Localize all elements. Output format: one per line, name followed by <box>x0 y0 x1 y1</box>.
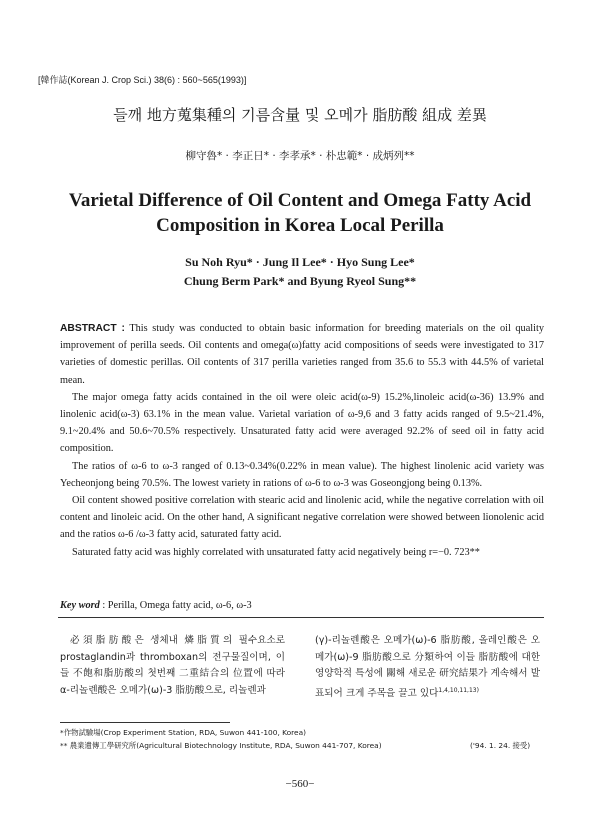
keywords <box>60 600 252 611</box>
body-column-left <box>60 633 285 699</box>
body-column-right <box>315 633 540 702</box>
body-left-text: 必須脂肪酸은 생체내 燐脂質의 필수요소로 prostaglandin과 thromboxan의 전구물질이며, 이들 不飽和脂肪酸의 첫번째 二重結合의 位置에 따라 α-리놀렌酸은 오메가(ω)-3 脂肪酸으로, 리놀렌과 <box>60 635 285 696</box>
footnote-2: ** 農業遺傳工學研究所(Agricultural Biotechnology Institute, RDA, Suwon 441-707, Korea) <box>60 741 382 750</box>
abstract-paragraph-4: Oil content showed positive correlation with stearic acid and linolenic acid, while the negative correlation with oil content and linoleic acid. On the other hand, A significant negative correlation were showed between lionolenic acid and the ratios ω-6 /ω-3 fatty acid, saturated fatty acid. <box>60 495 544 541</box>
abstract-paragraph-5: Saturated fatty acid was highly correlated with unsaturated fatty acid negatively being r=−0. 723** <box>72 546 480 558</box>
abstract-p1-text: This study was conducted to obtain basic information for breeding materials on the oil quality improvement of perilla seeds. Oil contents and omega(ω)fatty acid compositions of seeds were investigated to 317 varieties of domestic perillas. Oil contents of 317 perilla varieties ranged from 35.6 to 55.3 with 44.5% of varietal mean. <box>60 323 544 386</box>
keyword-text: : Perilla, Omega fatty acid, ω-6, ω-3 <box>99 600 252 611</box>
journal-reference: [韓作誌(Korean J. Crop Sci.) 38(6) : 560~565(1993)] <box>38 75 247 85</box>
abstract <box>60 320 544 561</box>
english-title-line1: Varietal Difference of Oil Content and Omega Fatty Acid <box>68 190 532 211</box>
body-right-paragraph <box>315 633 540 702</box>
abstract-paragraph-2: The major omega fatty acids contained in the oil were oleic acid(ω-9) 15.2%,linoleic acid(ω-36) 13.9% and linolenic acid(ω-3) 63.1% in the mean value. Varietal variation of ω-9,6 and 3 fatty acids ranged of 9.5~21.4%, 9.1~20.4% and 50.6~70.5% respectively. Unsaturated fatty acid were averaged 92.2% of seed oil in fatty acid composition. <box>60 391 544 455</box>
english-authors-line1: Su Noh Ryu* · Jung Il Lee* · Hyo Sung Lee* <box>185 255 415 269</box>
keyword-label: Key word <box>60 600 100 611</box>
english-authors <box>0 253 600 291</box>
body-right-text: (γ)-리놀렌酸은 오메가(ω)-6 脂肪酸, 올레인酸은 오메가(ω)-9 脂肪酸으로 分類하여 이들 脂肪酸에 대한 영양학적 특성에 關해 새로운 研究結果가 계속해서 발표되어 크게 주목을 끌고 있다 <box>315 635 540 699</box>
section-divider <box>58 617 544 618</box>
footnote-divider <box>60 722 230 723</box>
abstract-paragraph-3: The ratios of ω-6 to ω-3 ranged of 0.13~0.34%(0.22% in mean value). The highest linolenic acid variety was Yecheonjong being 70.5%. The lowest variety in rations of ω-6 to ω-3 was Goseongjong being 0.13%. <box>60 460 544 489</box>
abstract-label: ABSTRACT : <box>60 323 125 334</box>
abstract-paragraph-1 <box>60 320 544 389</box>
korean-authors: 柳守魯* · 李正日* · 李孝承* · 朴忠範* · 成炳列** <box>185 150 415 162</box>
citation-superscript: 1,4,10,11,13) <box>438 686 479 694</box>
english-title <box>0 188 600 238</box>
received-date: ('94. 1. 24. 接受) <box>470 741 531 750</box>
korean-title: 들깨 地方蒐集種의 기름含量 및 오메가 脂肪酸 組成 差異 <box>113 106 487 124</box>
english-title-line2: Composition in Korea Local Perilla <box>156 215 444 236</box>
page-number: −560− <box>285 778 315 790</box>
footnote-1: *作物試驗場(Crop Experiment Station, RDA, Suwon 441-100, Korea) <box>60 728 306 737</box>
english-authors-line2: Chung Berm Park* and Byung Ryeol Sung** <box>183 274 417 288</box>
